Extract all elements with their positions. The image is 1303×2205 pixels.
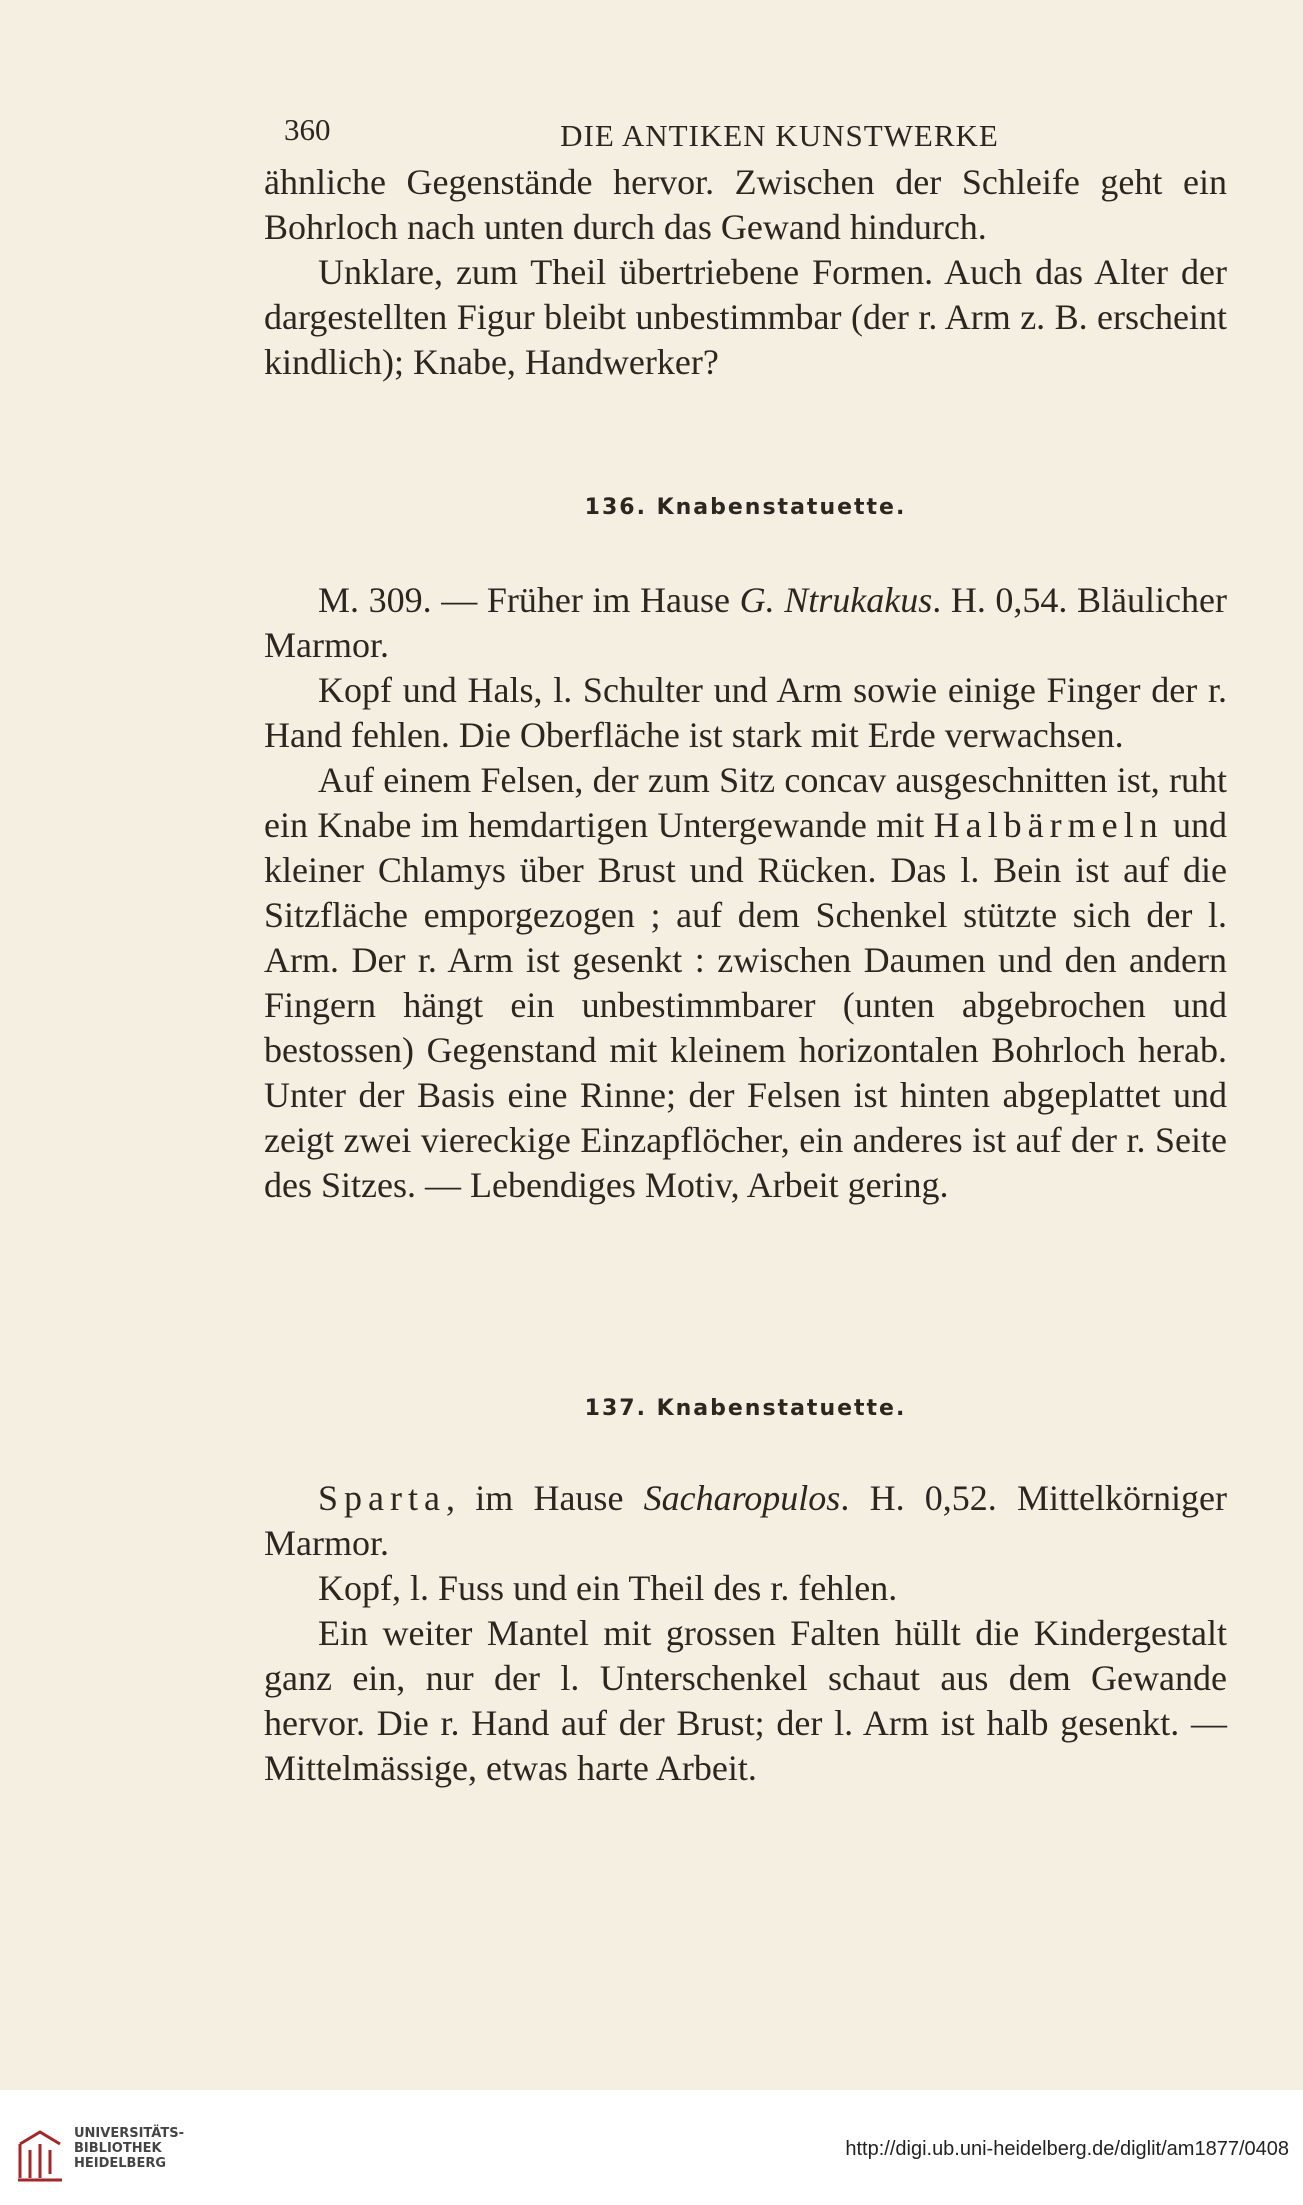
institution-line-3: HEIDELBERG [74,2156,167,2171]
section-heading-136: 136. Knabenstatuette. [584,495,907,520]
institution-line-2: BIBLIOTHEK [74,2141,162,2156]
entry-137-paragraph-2: Kopf, l. Fuss und ein Theil des r. fehlen. [318,1568,898,1608]
entry-137-paragraph-1 [264,1476,1227,1566]
running-title: DIE ANTIKEN KUNSTWERKE [560,118,999,153]
entry-136-desc-end: und kleiner Chlamys über Brust und Rücken. Das l. Bein ist auf die Sitzfläche emporgezogen ; auf dem Schenkel stützte sich der l. Arm. Der r. Arm ist gesenkt : zwischen Daumen und den andern Fingern hängt ein unbestimmbarer (unten abgebrochen und bestossen) Gegenstand mit kleinem horizontalen Bohrloch herab. Unter der Basis eine Rinne; der Felsen ist hinten abgeplattet und zeigt zwei viereckige Einzapflöcher, ein anderes ist auf der r. Seite des Sitzes. — Lebendiges Motiv, Arbeit gering. [264,805,1228,1205]
intro-text [264,160,1227,385]
entry-136-material: . H. 0,54. Bläulicher Marmor. [264,580,1227,665]
entry-136-paragraph-3 [264,758,1227,1208]
running-head [266,112,1233,158]
entry-137-paragraph-3: Ein weiter Mantel mit grossen Falten hüllt die Kindergestalt ganz ein, nur der l. Unterschenkel schaut aus dem Gewande hervor. Die r. Hand auf der Brust; der l. Arm ist halb gesenkt. — Mittelmässige, etwas harte Arbeit. [264,1613,1227,1788]
entry-136-text [264,578,1227,1208]
entry-137-owner: Sacharopulos [643,1478,841,1518]
institution-line-1: UNIVERSITÄTS- [74,2126,184,2141]
page-number: 360 [284,112,331,147]
entry-137-source: , im Hause [445,1478,644,1518]
source-url-link[interactable]: http://digi.ub.uni-heidelberg.de/diglit/am1877/0408 [845,2138,1289,2160]
entry-136-paragraph-2: Kopf und Hals, l. Schulter und Arm sowie einige Finger der r. Hand fehlen. Die Oberfläche ist stark mit Erde verwachsen. [264,670,1227,755]
entry-137-text [264,1476,1227,1791]
entry-136-paragraph-1 [264,578,1227,668]
entry-136-desc-start: Auf einem Felsen, der zum Sitz concav ausgeschnitten ist, ruht ein Knabe im hemdartigen Untergewande mit [264,760,1227,845]
footer-bar [0,2090,1303,2205]
entry-136-owner: G. Ntrukakus [739,580,933,620]
entry-137-place: Sparta [318,1478,446,1518]
entry-136-source: M. 309. — Früher im Hause [318,580,740,620]
entry-137-material: . H. 0,52. Mittelkörniger Marmor. [264,1478,1227,1563]
entry-136-spaced-term: Halbärmeln [933,805,1164,845]
intro-paragraph-2: Unklare, zum Theil übertriebene Formen. Auch das Alter der dargestellten Figur bleibt unbestimmbar (der r. Arm z. B. erscheint kindlich); Knabe, Handwerker? [264,252,1227,382]
section-heading-137: 137. Knabenstatuette. [584,1396,907,1421]
intro-paragraph-1: ähnliche Gegenstände hervor. Zwischen der Schleife geht ein Bohrloch nach unten durch das Gewand hindurch. [264,162,1227,247]
institution-name [74,2126,184,2171]
library-logo-icon [14,2124,66,2184]
